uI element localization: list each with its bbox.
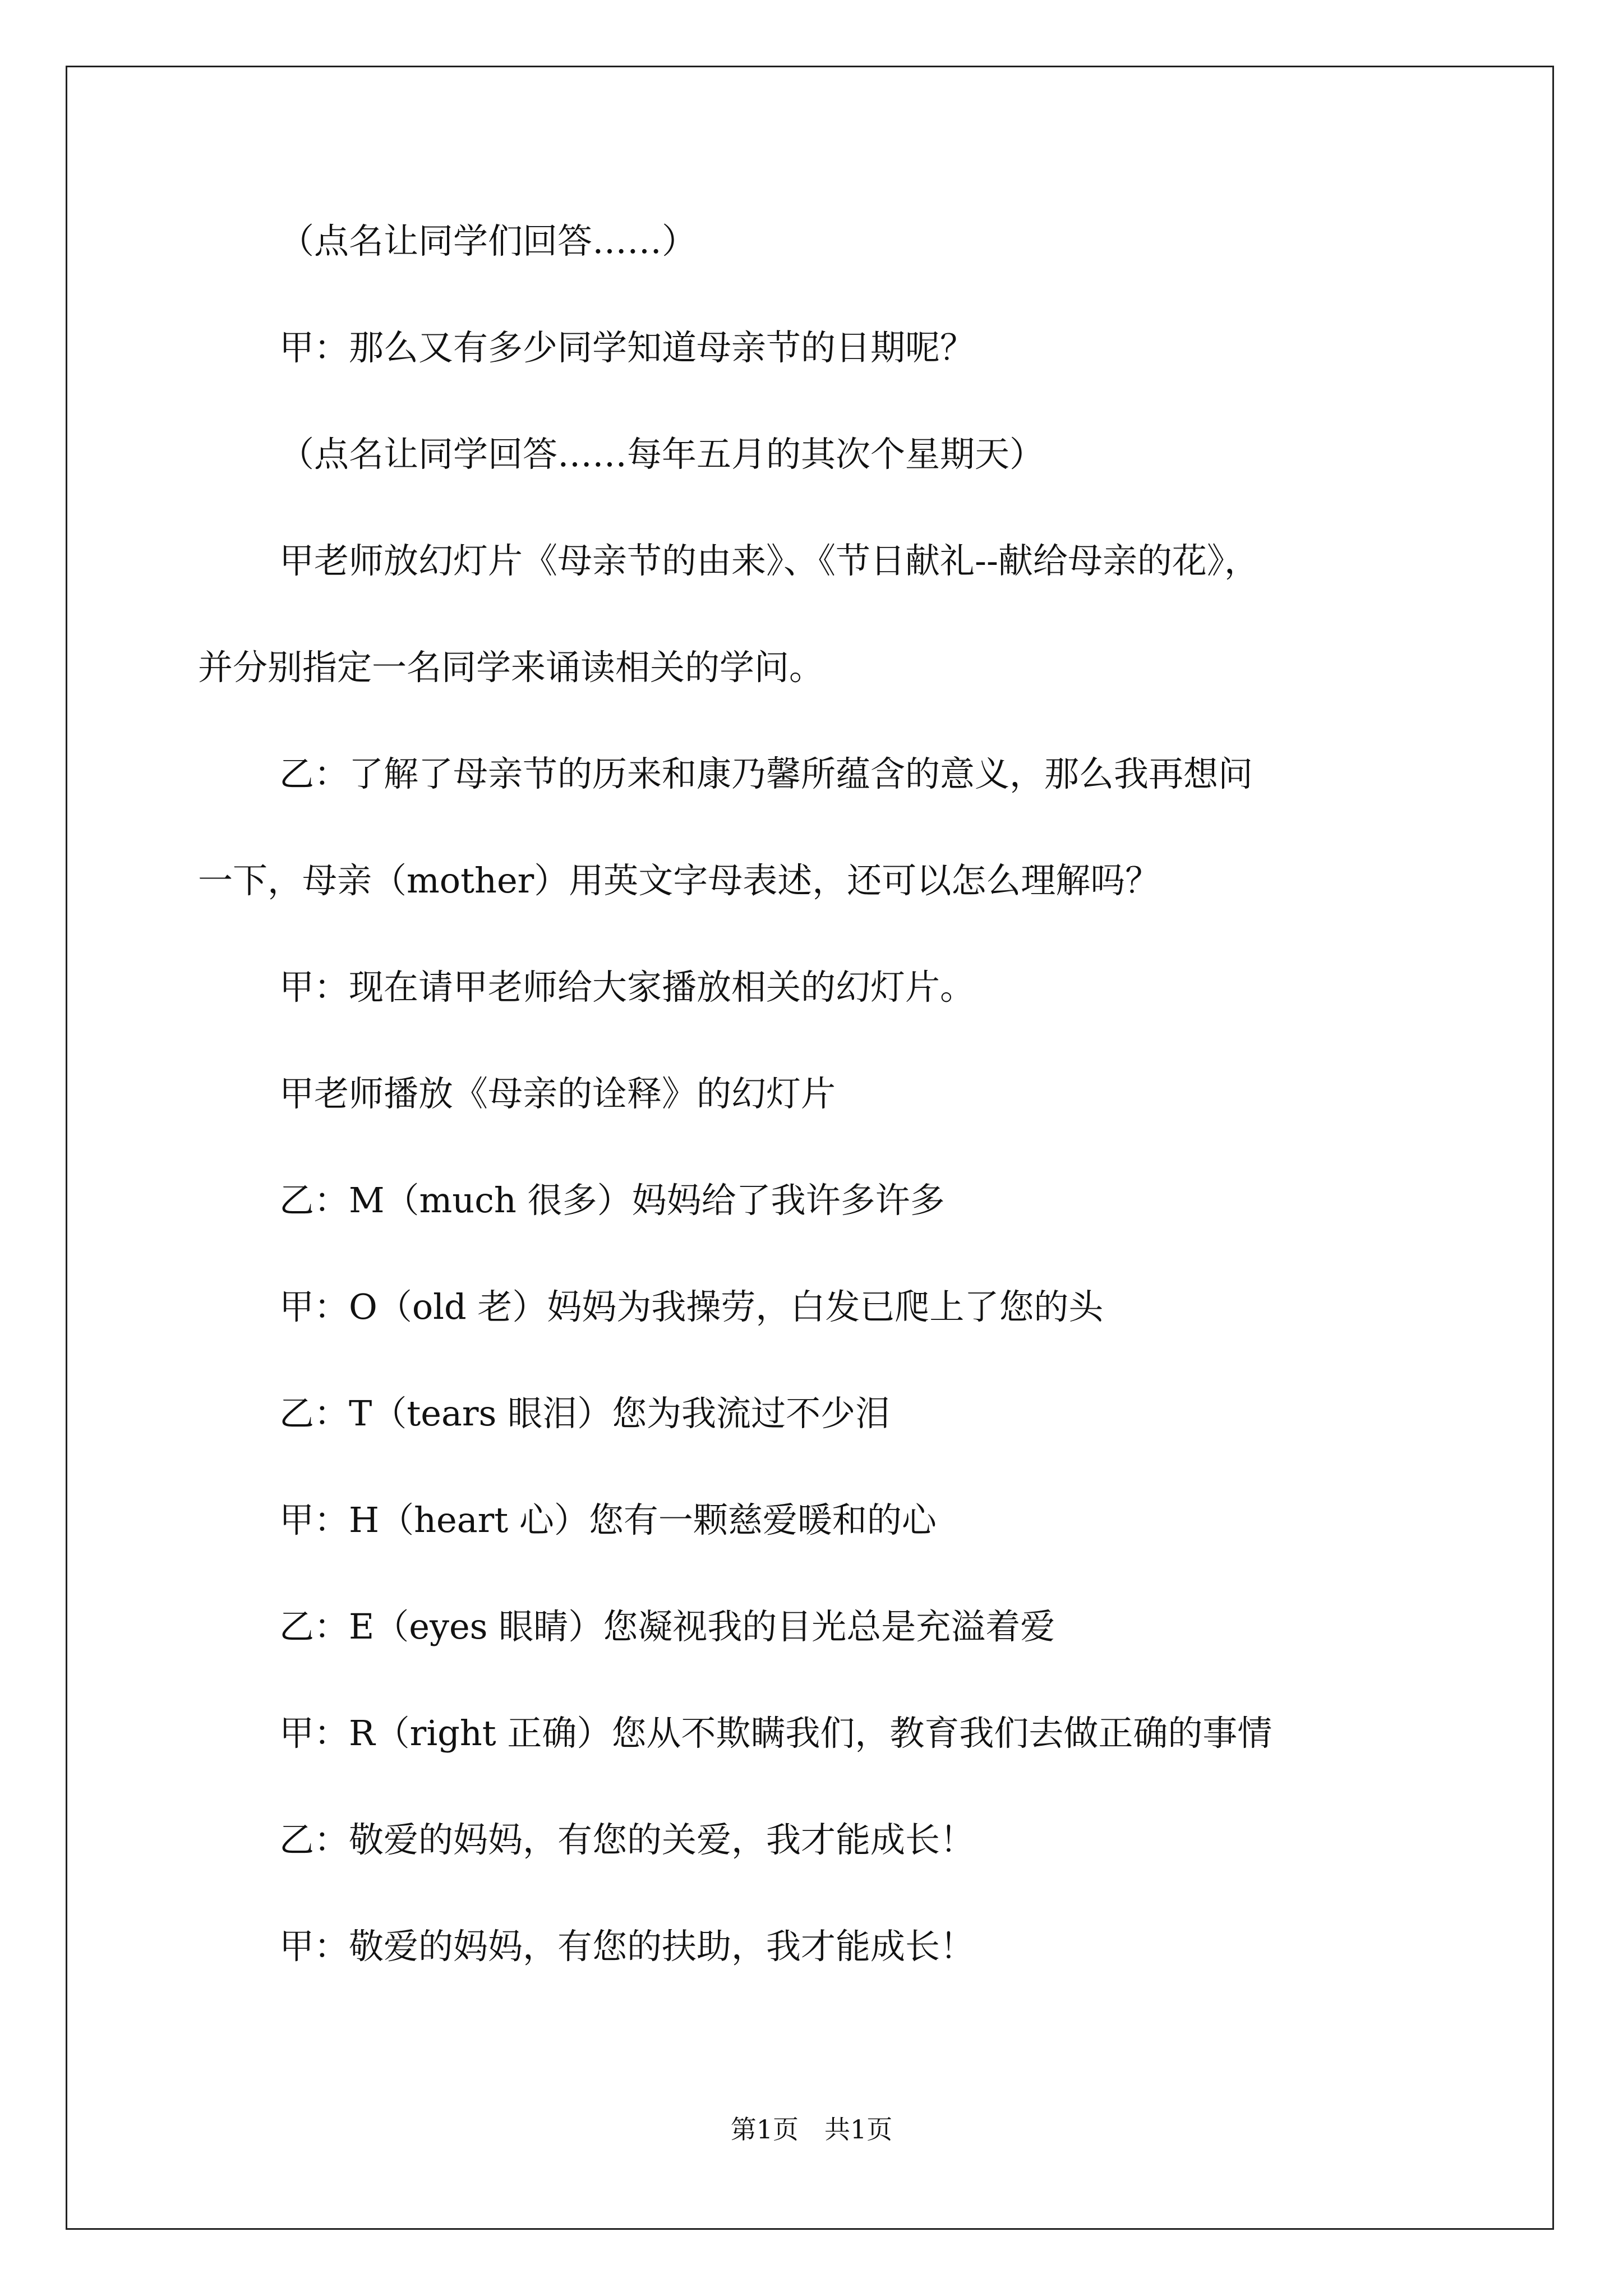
text-line: 甲：那么又有多少同学知道母亲节的日期呢？ [279, 327, 975, 368]
text-line: 乙：敬爱的妈妈，有您的关爱，我才能成长！ [279, 1819, 975, 1860]
page-border [66, 66, 1554, 2230]
text-line: 甲：R（right 正确）您从不欺瞒我们，教育我们去做正确的事情 [279, 1713, 1272, 1754]
text-line: 甲老师放幻灯片《母亲节的由来》、《节日献礼--献给母亲的花》， [279, 540, 1259, 581]
text-line: （点名让同学回答……每年五月的其次个星期天） [279, 434, 1045, 475]
text-line: 甲：现在请甲老师给大家播放相关的幻灯片。 [279, 967, 975, 1007]
text-line: 一下，母亲（mother）用英文字母表述，还可以怎么理解吗？ [198, 860, 1160, 901]
text-line: （点名让同学们回答……） [279, 220, 697, 261]
text-line: 甲：敬爱的妈妈，有您的扶助，我才能成长！ [279, 1926, 975, 1967]
text-line: 乙：M（much 很多）妈妈给了我许多许多 [279, 1180, 945, 1221]
text-line: 甲：O（old 老）妈妈为我操劳，白发已爬上了您的头 [279, 1286, 1104, 1327]
text-line: 乙：了解了母亲节的历来和康乃馨所蕴含的意义，那么我再想问 [279, 753, 1253, 794]
text-line: 甲：H（heart 心）您有一颗慈爱暖和的心 [279, 1499, 937, 1540]
page-number: 第1页 共1页 [730, 2114, 893, 2145]
text-line: 并分别指定一名同学来诵读相关的学问。 [198, 647, 824, 688]
text-line: 乙：E（eyes 眼睛）您凝视我的目光总是充溢着爱 [279, 1606, 1055, 1647]
text-line: 乙：T（tears 眼泪）您为我流过不少泪 [279, 1393, 891, 1434]
text-line: 甲老师播放《母亲的诠释》的幻灯片 [279, 1073, 836, 1114]
